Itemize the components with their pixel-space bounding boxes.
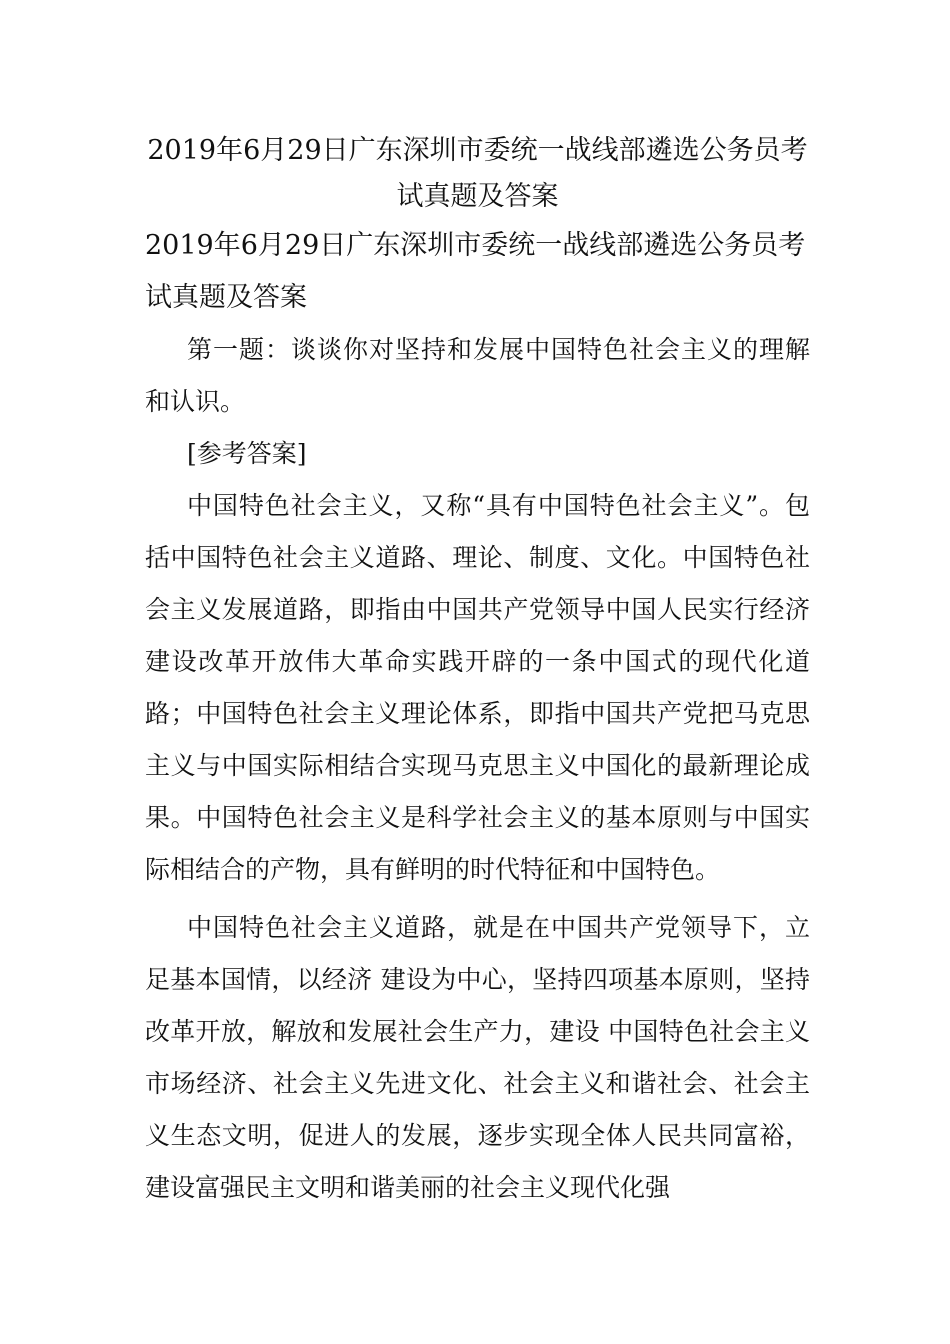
answer-label: [参考答案] — [187, 439, 307, 468]
answer-paragraph-2: 中国特色社会主义道路，就是在中国共产党领导下，立足基本国情，以经济 建设为中心，坚持四项基本原则，坚持改革开放，解放和发展社会生产力，建设 中国特色社会主义市场经济、社会主义先进文化、社会主义和谐社会、社会主义生态文明，促进人的发展，逐步实现全体人民共同富裕，建设富强民主文明和谐美丽的社会主义现代化强 — [145, 913, 810, 1202]
document-page — [145, 0, 810, 1214]
document-title: 2019年6月29日广东深圳市委统一战线部遴选公务员考试真题及答案 — [147, 135, 808, 212]
question-text: 第一题：谈谈你对坚持和发展中国特色社会主义的理解和认识。 — [145, 335, 810, 416]
document-subtitle: 2019年6月29日广东深圳市委统一战线部遴选公务员考试真题及答案 — [145, 230, 806, 313]
answer-paragraph-1: 中国特色社会主义，又称“具有中国特色社会主义”。包括中国特色社会主义道路、理论、制度、文化。中国特色社会主义发展道路，即指由中国共产党领导中国人民实行经济建设改革开放伟大革命实践开辟的一条中国式的现代化道路；中国特色社会主义理论体系，即指中国共产党把马克思主义与中国实际相结合实现马克思主义中国化的最新理论成果。中国特色社会主义是科学社会主义的基本原则与中国实际相结合的产物，具有鲜明的时代特征和中国特色。 — [145, 491, 810, 884]
